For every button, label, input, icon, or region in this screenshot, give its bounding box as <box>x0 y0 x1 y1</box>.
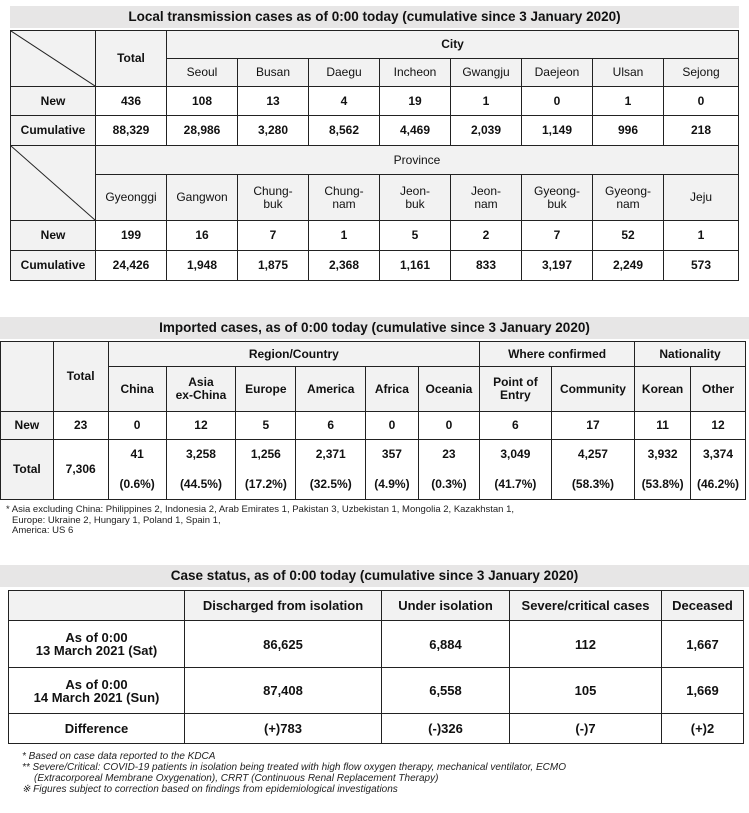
province-name-line2: buk <box>263 196 283 211</box>
city-cumulative-value: 996 <box>593 116 664 146</box>
status-difference-value: (+)783 <box>185 714 382 744</box>
city-group-header: City <box>167 31 739 59</box>
province-group-header: Province <box>96 146 739 175</box>
row-label-total: Total <box>1 440 54 500</box>
imported-total-count: 4,257 <box>551 440 634 470</box>
imported-total-percent: (46.2%) <box>691 470 746 500</box>
local-city-corner <box>11 31 96 87</box>
province-name-line1: Gyeonggi <box>105 190 157 204</box>
imported-column-header <box>166 367 236 412</box>
city-new-value: 436 <box>96 87 167 116</box>
status-value: 86,625 <box>185 621 382 668</box>
province-cumulative-value: 2,368 <box>309 251 380 281</box>
province-cumulative-value: 1,161 <box>380 251 451 281</box>
local-title: Local transmission cases as of 0:00 today (cumulative since 3 January 2020) <box>10 6 739 28</box>
city-new-value: 108 <box>167 87 238 116</box>
imported-title: Imported cases, as of 0:00 today (cumulative since 3 January 2020) <box>0 317 749 339</box>
province-new-value: 52 <box>593 221 664 251</box>
province-name-line1: Gangwon <box>176 190 228 204</box>
province-name-line1: Jeon- <box>470 183 502 198</box>
city-name-cell: Sejong <box>664 59 739 87</box>
status-value: 6,558 <box>382 668 510 714</box>
note-line: ※ Figures subject to correction based on findings from epidemiological investigations <box>22 784 398 795</box>
note-line: (Extracorporeal Membrane Oxygenation), CRRT (Continuous Renal Replacement Therapy) <box>34 773 439 784</box>
province-cumulative-value: 573 <box>664 251 739 281</box>
city-new-value: 19 <box>380 87 451 116</box>
column-header-line2: ex-China <box>175 388 227 402</box>
imported-total-percent: (53.8%) <box>635 470 691 500</box>
imported-total-count: 3,049 <box>480 440 552 470</box>
status-row-label <box>9 621 185 668</box>
province-new-value: 199 <box>96 221 167 251</box>
province-name-cell <box>593 175 664 221</box>
province-new-value: 1 <box>664 221 739 251</box>
imported-column-header <box>418 367 479 412</box>
imported-total-count: 3,932 <box>635 440 691 470</box>
imported-total-percent: (0.6%) <box>108 470 166 500</box>
city-new-value: 13 <box>238 87 309 116</box>
imported-total-count: 357 <box>366 440 419 470</box>
city-cumulative-value: 3,280 <box>238 116 309 146</box>
column-header-line1: Asia <box>188 375 214 389</box>
imported-total-percent: (0.3%) <box>418 470 479 500</box>
city-cumulative-value: 28,986 <box>167 116 238 146</box>
column-header-line1: Africa <box>374 381 409 396</box>
province-name-line1: Gyeong- <box>533 183 581 198</box>
province-name-line2: buk <box>547 196 567 211</box>
imported-corner <box>1 342 54 412</box>
imported-total-percent: (44.5%) <box>166 470 236 500</box>
imported-new-value: 0 <box>366 412 419 440</box>
row-label-cumulative: Cumulative <box>11 116 96 146</box>
row-label-new: New <box>11 221 96 251</box>
imported-new-value: 0 <box>418 412 479 440</box>
city-new-value: 1 <box>451 87 522 116</box>
footnote-line: * Asia excluding China: Philippines 2, Indonesia 2, Arab Emirates 1, Pakistan 3, Uzbekistan 1, Mongolia 2, Kazakhstan 1, <box>6 504 515 515</box>
imported-new-value: 12 <box>691 412 746 440</box>
imported-total-percent: (41.7%) <box>480 470 552 500</box>
city-cumulative-value: 4,469 <box>380 116 451 146</box>
province-name-cell <box>238 175 309 221</box>
column-header-line1: Europe <box>245 381 287 396</box>
imported-column-header <box>236 367 296 412</box>
province-name-cell <box>309 175 380 221</box>
row-label-line1: As of 0:00 <box>65 630 128 645</box>
province-name-cell <box>96 175 167 221</box>
imported-column-header <box>480 367 552 412</box>
imported-column-header <box>296 367 366 412</box>
imported-new-value: 12 <box>166 412 236 440</box>
note-line: ** Severe/Critical: COVID-19 patients in isolation being treated with high flow oxygen therapy, mechanical ventilator, ECMO <box>22 762 566 773</box>
province-name-cell <box>380 175 451 221</box>
imported-new-value: 23 <box>53 412 108 440</box>
status-difference-value: (-)7 <box>510 714 662 744</box>
imported-column-header <box>366 367 419 412</box>
province-new-value: 5 <box>380 221 451 251</box>
imported-column-header <box>108 367 166 412</box>
status-column-header: Discharged from isolation <box>185 591 382 621</box>
status-title: Case status, as of 0:00 today (cumulative since 3 January 2020) <box>0 565 749 587</box>
column-header-line2: Entry <box>500 388 531 402</box>
row-label-new: New <box>11 87 96 116</box>
imported-total-percent: (4.9%) <box>366 470 419 500</box>
case-status-table <box>8 590 744 744</box>
imported-total-count: 41 <box>108 440 166 470</box>
province-name-cell <box>167 175 238 221</box>
province-cumulative-value: 1,875 <box>238 251 309 281</box>
imported-total-count: 3,374 <box>691 440 746 470</box>
status-value: 6,884 <box>382 621 510 668</box>
province-name-line1: Gyeong- <box>604 183 652 198</box>
column-header-line1: Point of <box>493 375 538 389</box>
city-cumulative-value: 218 <box>664 116 739 146</box>
local-province-corner <box>11 146 96 221</box>
province-name-line1: Jeon- <box>399 183 431 198</box>
city-cumulative-value: 1,149 <box>522 116 593 146</box>
province-name-line2: nam <box>616 196 640 211</box>
city-new-value: 4 <box>309 87 380 116</box>
row-label-line2: 13 March 2021 (Sat) <box>35 643 158 658</box>
province-new-value: 16 <box>167 221 238 251</box>
column-header-line1: America <box>307 381 355 396</box>
imported-new-value: 17 <box>551 412 634 440</box>
city-name-cell: Busan <box>238 59 309 87</box>
province-cumulative-value: 24,426 <box>96 251 167 281</box>
imported-new-value: 6 <box>296 412 366 440</box>
status-value: 112 <box>510 621 662 668</box>
imported-total-value: 7,306 <box>53 440 108 500</box>
imported-new-value: 5 <box>236 412 296 440</box>
status-difference-value: (+)2 <box>662 714 744 744</box>
status-column-header: Severe/critical cases <box>510 591 662 621</box>
row-label-new: New <box>1 412 54 440</box>
province-name-line2: buk <box>405 196 425 211</box>
note-line: * Based on case data reported to the KDCA <box>22 751 216 762</box>
province-name-cell <box>664 175 739 221</box>
imported-column-header <box>635 367 691 412</box>
province-cumulative-value: 833 <box>451 251 522 281</box>
province-name-line1: Chung- <box>253 183 293 198</box>
status-difference-label: Difference <box>9 714 185 744</box>
status-column-header: Under isolation <box>382 591 510 621</box>
province-cumulative-value: 2,249 <box>593 251 664 281</box>
column-header-line1: Community <box>559 381 626 396</box>
footnote-line: America: US 6 <box>12 525 74 536</box>
imported-total-percent: (58.3%) <box>551 470 634 500</box>
city-cumulative-value: 8,562 <box>309 116 380 146</box>
status-notes <box>22 751 742 795</box>
imported-total-percent: (32.5%) <box>296 470 366 500</box>
column-header-line1: Other <box>702 381 735 396</box>
province-cumulative-value: 3,197 <box>522 251 593 281</box>
imported-total-percent: (17.2%) <box>236 470 296 500</box>
province-name-line1: Jeju <box>690 190 713 204</box>
imported-total-count: 3,258 <box>166 440 236 470</box>
imported-cases-table <box>0 341 746 500</box>
row-label-cumulative: Cumulative <box>11 251 96 281</box>
city-name-cell: Daegu <box>309 59 380 87</box>
province-new-value: 1 <box>309 221 380 251</box>
status-value: 1,667 <box>662 621 744 668</box>
province-name-cell <box>451 175 522 221</box>
imported-total-count: 23 <box>418 440 479 470</box>
city-name-cell: Seoul <box>167 59 238 87</box>
imported-new-value: 0 <box>108 412 166 440</box>
where-group-header: Where confirmed <box>480 342 635 367</box>
city-cumulative-value: 88,329 <box>96 116 167 146</box>
province-name-cell <box>522 175 593 221</box>
city-name-cell: Daejeon <box>522 59 593 87</box>
status-value: 105 <box>510 668 662 714</box>
province-new-value: 7 <box>522 221 593 251</box>
province-cumulative-value: 1,948 <box>167 251 238 281</box>
city-name-cell: Ulsan <box>593 59 664 87</box>
row-label-line1: As of 0:00 <box>65 676 128 692</box>
status-value: 1,669 <box>662 668 744 714</box>
imported-total-header: Total <box>53 342 108 412</box>
row-label-line2: 14 March 2021 (Sun) <box>33 689 160 705</box>
province-new-value: 2 <box>451 221 522 251</box>
imported-new-value: 11 <box>635 412 691 440</box>
imported-footnote <box>6 505 746 537</box>
status-difference-value: (-)326 <box>382 714 510 744</box>
column-header-line1: China <box>120 381 154 396</box>
province-name-line2: nam <box>332 196 356 211</box>
imported-total-count: 1,256 <box>236 440 296 470</box>
province-new-value: 7 <box>238 221 309 251</box>
status-row-label <box>9 668 185 714</box>
imported-column-header <box>551 367 634 412</box>
imported-column-header <box>691 367 746 412</box>
city-name-cell: Incheon <box>380 59 451 87</box>
city-new-value: 0 <box>522 87 593 116</box>
nationality-group-header: Nationality <box>635 342 746 367</box>
city-new-value: 0 <box>664 87 739 116</box>
column-header-line1: Oceania <box>425 381 473 396</box>
status-column-header: Deceased <box>662 591 744 621</box>
province-name-line2: nam <box>474 196 498 211</box>
imported-total-count: 2,371 <box>296 440 366 470</box>
local-total-header: Total <box>96 31 167 87</box>
city-cumulative-value: 2,039 <box>451 116 522 146</box>
status-value: 87,408 <box>185 668 382 714</box>
status-corner <box>9 591 185 621</box>
province-name-line1: Chung- <box>324 183 364 198</box>
region-group-header: Region/Country <box>108 342 479 367</box>
imported-new-value: 6 <box>480 412 552 440</box>
column-header-line1: Korean <box>641 381 684 396</box>
local-cases-table <box>10 30 739 281</box>
city-new-value: 1 <box>593 87 664 116</box>
footnote-line: Europe: Ukraine 2, Hungary 1, Poland 1, Spain 1, <box>12 514 221 526</box>
city-name-cell: Gwangju <box>451 59 522 87</box>
